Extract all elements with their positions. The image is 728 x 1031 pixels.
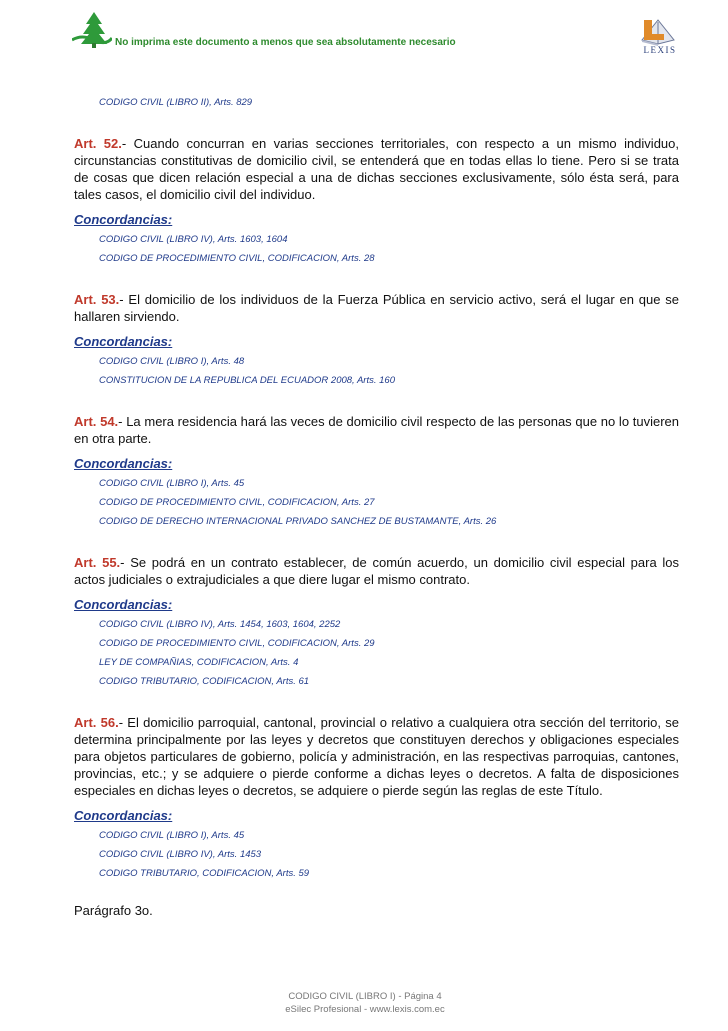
article-52 — [74, 135, 679, 265]
reference-item: LEY DE COMPAÑIAS, CODIFICACION, Arts. 4 — [99, 657, 299, 668]
article-54 — [74, 413, 679, 528]
reference-item: CODIGO DE PROCEDIMIENTO CIVIL, CODIFICACION, Arts. 28 — [99, 253, 375, 264]
print-warning-note: No imprima este documento a menos que sea absolutamente necesario — [115, 37, 456, 48]
page-header — [0, 0, 728, 70]
intro-reference: CODIGO CIVIL (LIBRO II), Arts. 829 — [99, 97, 253, 108]
footer-page-info: CODIGO CIVIL (LIBRO I) - Página 4 — [288, 991, 442, 1002]
article-label: Art. 54. — [74, 414, 119, 429]
reference-item: CODIGO CIVIL (LIBRO I), Arts. 48 — [99, 356, 245, 367]
article-label: Art. 52. — [74, 136, 122, 151]
article-text: - El domicilio de los individuos de la Fuerza Pública en servicio activo, será el lugar en que se hallaren sirviendo. — [74, 292, 679, 324]
reference-item: CODIGO CIVIL (LIBRO I), Arts. 45 — [99, 830, 245, 841]
document-body — [74, 97, 679, 919]
article-text: - El domicilio parroquial, cantonal, provincial o relativo a cualquiera otra sección del territorio, se determina principalmente por las leyes y decretos que constituyen derechos y obligaciones especiales para objetos particulares de gobierno, policía y administración, en las respectivas parroquias, cantones, provincias, etc.; y se adquiere o pierde conforme a dichas leyes o decretos. A falta de disposiciones especiales en dichas leyes o decretos, se adquiere o pierde según las reglas de este Título. — [74, 715, 679, 798]
tree-leaf-icon — [72, 10, 112, 50]
article-56 — [74, 714, 679, 880]
concordancias-heading: Concordancias: — [74, 808, 173, 823]
article-label: Art. 55. — [74, 555, 121, 570]
reference-item: CODIGO CIVIL (LIBRO IV), Arts. 1453 — [99, 849, 262, 860]
article-55 — [74, 554, 679, 688]
footer-site: eSilec Profesional - www.lexis.com.ec — [285, 1004, 445, 1015]
concordancias-heading: Concordancias: — [74, 456, 173, 471]
article-label: Art. 53. — [74, 292, 120, 307]
reference-item: CODIGO CIVIL (LIBRO I), Arts. 45 — [99, 478, 245, 489]
reference-item: CONSTITUCION DE LA REPUBLICA DEL ECUADOR 2008, Arts. 160 — [99, 375, 395, 386]
concordancias-heading: Concordancias: — [74, 334, 173, 349]
reference-item: CODIGO TRIBUTARIO, CODIFICACION, Arts. 61 — [99, 676, 310, 687]
article-text: - La mera residencia hará las veces de domicilio civil respecto de las personas que no lo tuvieren en otra parte. — [74, 414, 679, 446]
reference-item: CODIGO CIVIL (LIBRO IV), Arts. 1603, 1604 — [99, 234, 288, 245]
article-label: Art. 56. — [74, 715, 119, 730]
concordancias-heading: Concordancias: — [74, 597, 173, 612]
reference-item: CODIGO DE DERECHO INTERNACIONAL PRIVADO SANCHEZ DE BUSTAMANTE, Arts. 26 — [99, 516, 497, 527]
reference-item: CODIGO DE PROCEDIMIENTO CIVIL, CODIFICACION, Arts. 27 — [99, 497, 375, 508]
concordancias-heading: Concordancias: — [74, 212, 173, 227]
lexis-brand: LEXIS — [643, 45, 677, 55]
reference-item: CODIGO DE PROCEDIMIENTO CIVIL, CODIFICACION, Arts. 29 — [99, 638, 375, 649]
page-footer — [200, 990, 530, 1016]
reference-item: CODIGO TRIBUTARIO, CODIFICACION, Arts. 59 — [99, 868, 310, 879]
article-text: - Cuando concurran en varias secciones territoriales, con respecto a un mismo individuo, circunstancias constitutivas de domicilio civil, se entenderá que en todas ellas lo tiene. Pero si se trata de cosas que dicen relación especial a una de dichas secciones exclusivamente, sólo ésta será, para tales casos, el domicilio civil del individuo. — [74, 136, 679, 202]
reference-item: CODIGO CIVIL (LIBRO IV), Arts. 1454, 1603, 1604, 2252 — [99, 619, 341, 630]
section-heading: Parágrafo 3o. — [74, 903, 153, 918]
article-53 — [74, 291, 679, 387]
article-text: - Se podrá en un contrato establecer, de común acuerdo, un domicilio civil especial para los actos judiciales o extrajudiciales a que diere lugar el mismo contrato. — [74, 555, 679, 587]
